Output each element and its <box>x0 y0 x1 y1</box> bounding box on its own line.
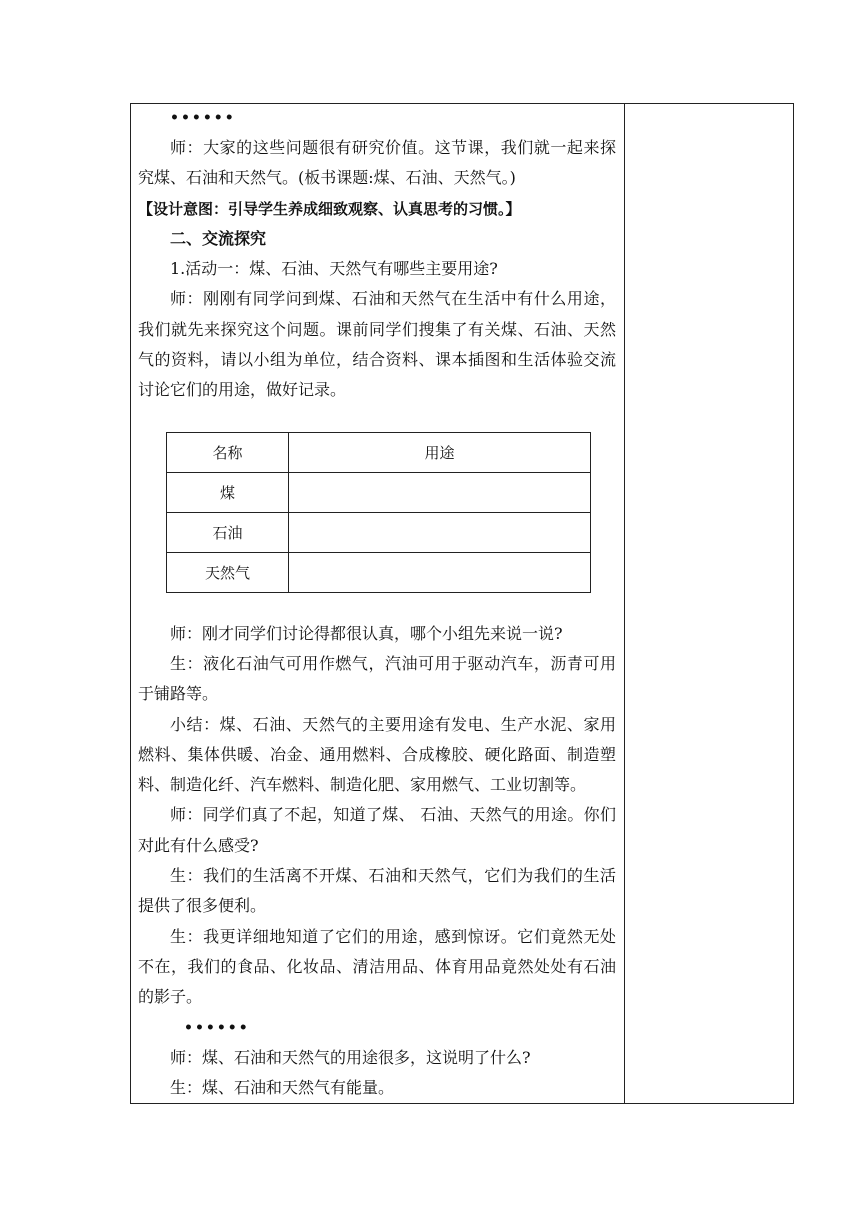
teacher-paragraph: 师：大家的这些问题很有研究价值。这节课，我们就一起来探究煤、石油和天然气。(板书课题:煤、石油、天然气。) <box>138 138 616 188</box>
column-header-use: 用途 <box>289 432 591 472</box>
table-row <box>167 552 591 592</box>
section-heading: 二、交流探究 <box>170 228 267 248</box>
table-row <box>167 472 591 512</box>
student-paragraph: 生：我们的生活离不开煤、石油和天然气，它们为我们的生活提供了很多便利。 <box>138 866 616 916</box>
table-row <box>167 512 591 552</box>
student-paragraph: 生：液化石油气可用作燃气，汽油可用于驱动汽车，沥青可用于铺路等。 <box>138 653 616 704</box>
row-use-cell <box>289 512 591 552</box>
row-use-cell <box>289 552 591 592</box>
activity-heading: 1.活动一：煤、石油、天然气有哪些主要用途? <box>170 259 498 279</box>
teacher-paragraph: 师：煤、石油和天然气的用途很多，这说明了什么? <box>170 1047 531 1067</box>
table-header-row <box>167 432 591 472</box>
teacher-paragraph: 师：刚刚有同学问到煤、石油和天然气在生活中有什么用途，我们就先来探究这个问题。课前同学们搜集了有关煤、石油、天然气的资料，请以小组为单位，结合资料、课本插图和生活体验交流讨论它们的用途，做好记录。 <box>138 289 616 400</box>
lesson-content-cell <box>130 103 624 1104</box>
row-name-cell: 煤 <box>167 472 289 512</box>
design-intent: 【设计意图：引导学生养成细致观察、认真思考的习惯。】 <box>138 199 521 218</box>
student-paragraph: 生：我更详细地知道了它们的用途，感到惊讶。它们竟然无处不在，我们的食品、化妆品、清洁用品、体育用品竟然处处有石油的影子。 <box>138 926 616 1007</box>
row-use-cell <box>289 472 591 512</box>
column-header-name: 名称 <box>167 432 289 472</box>
teacher-paragraph: 师：刚才同学们讨论得都很认真，哪个小组先来说一说? <box>170 623 563 643</box>
summary-paragraph: 小结：煤、石油、天然气的主要用途有发电、生产水泥、家用燃料、集体供暖、冶金、通用燃料、合成橡胶、硬化路面、制造塑料、制造化纤、汽车燃料、制造化肥、家用燃气、工业切割等。 <box>138 714 616 795</box>
student-paragraph: 生：煤、石油和天然气有能量。 <box>170 1077 395 1097</box>
ellipsis-dots: •••••• <box>170 110 236 126</box>
ellipsis-dots: •••••• <box>184 1019 250 1036</box>
column-divider <box>624 103 625 1104</box>
row-name-cell: 石油 <box>167 512 289 552</box>
row-name-cell: 天然气 <box>167 552 289 592</box>
teacher-paragraph: 师：同学们真了不起，知道了煤、 石油、天然气的用途。你们对此有什么感受? <box>138 805 616 855</box>
uses-table <box>166 432 591 593</box>
